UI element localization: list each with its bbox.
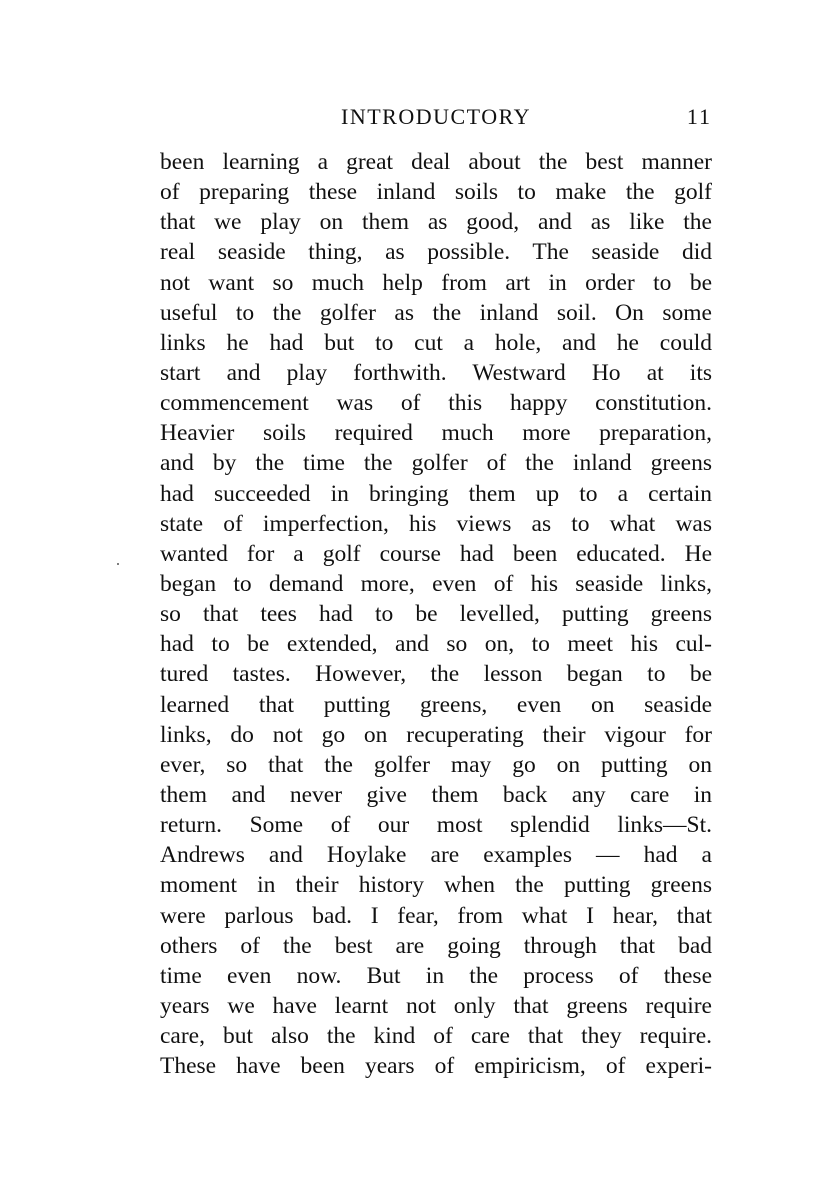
text-line: These have been years of empiricism, of experi- <box>160 1053 712 1080</box>
text-line: and by the time the golfer of the inland greens <box>160 450 712 477</box>
text-line: had to be extended, and so on, to meet his cul- <box>160 631 712 658</box>
text-line: were parlous bad. I fear, from what I hear, that <box>160 902 712 929</box>
ink-speck <box>117 563 119 565</box>
running-title: INTRODUCTORY <box>341 104 531 129</box>
text-line: had succeeded in bringing them up to a certain <box>160 480 712 507</box>
text-line: useful to the golfer as the inland soil. On some <box>160 299 712 326</box>
text-line: learned that putting greens, even on seaside <box>160 691 712 718</box>
text-line: years we have learnt not only that greens require <box>160 992 712 1019</box>
text-line: real seaside thing, as possible. The seaside did <box>160 239 712 266</box>
text-line: start and play forthwith. Westward Ho at its <box>160 359 712 386</box>
text-line: Heavier soils required much more preparation, <box>160 420 712 447</box>
text-line: ever, so that the golfer may go on putting on <box>160 751 712 778</box>
text-line: state of imperfection, his views as to what was <box>160 510 712 537</box>
text-line: wanted for a golf course had been educated. He <box>160 540 712 567</box>
text-line: Andrews and Hoylake are examples — had a <box>160 842 712 869</box>
text-line: so that tees had to be levelled, putting greens <box>160 601 712 628</box>
text-line: care, but also the kind of care that they require. <box>160 1023 712 1050</box>
text-line: not want so much help from art in order to be <box>160 269 712 296</box>
text-line: that we play on them as good, and as like the <box>160 209 712 236</box>
text-line: commencement was of this happy constitution. <box>160 390 712 417</box>
text-line: moment in their history when the putting greens <box>160 872 712 899</box>
text-line: of preparing these inland soils to make the golf <box>160 179 712 206</box>
text-line: tured tastes. However, the lesson began to be <box>160 661 712 688</box>
text-line: links he had but to cut a hole, and he could <box>160 329 712 356</box>
text-line: been learning a great deal about the best manner <box>160 149 712 175</box>
text-line: links, do not go on recuperating their vigour for <box>160 721 712 748</box>
text-line: time even now. But in the process of these <box>160 962 712 989</box>
text-line: return. Some of our most splendid links—St. <box>160 812 712 839</box>
running-head <box>160 101 712 133</box>
text-line: them and never give them back any care in <box>160 781 712 808</box>
text-line: others of the best are going through that bad <box>160 932 712 959</box>
text-line: began to demand more, even of his seaside links, <box>160 570 712 597</box>
page-number: 11 <box>686 104 712 129</box>
body-text <box>160 147 712 1081</box>
